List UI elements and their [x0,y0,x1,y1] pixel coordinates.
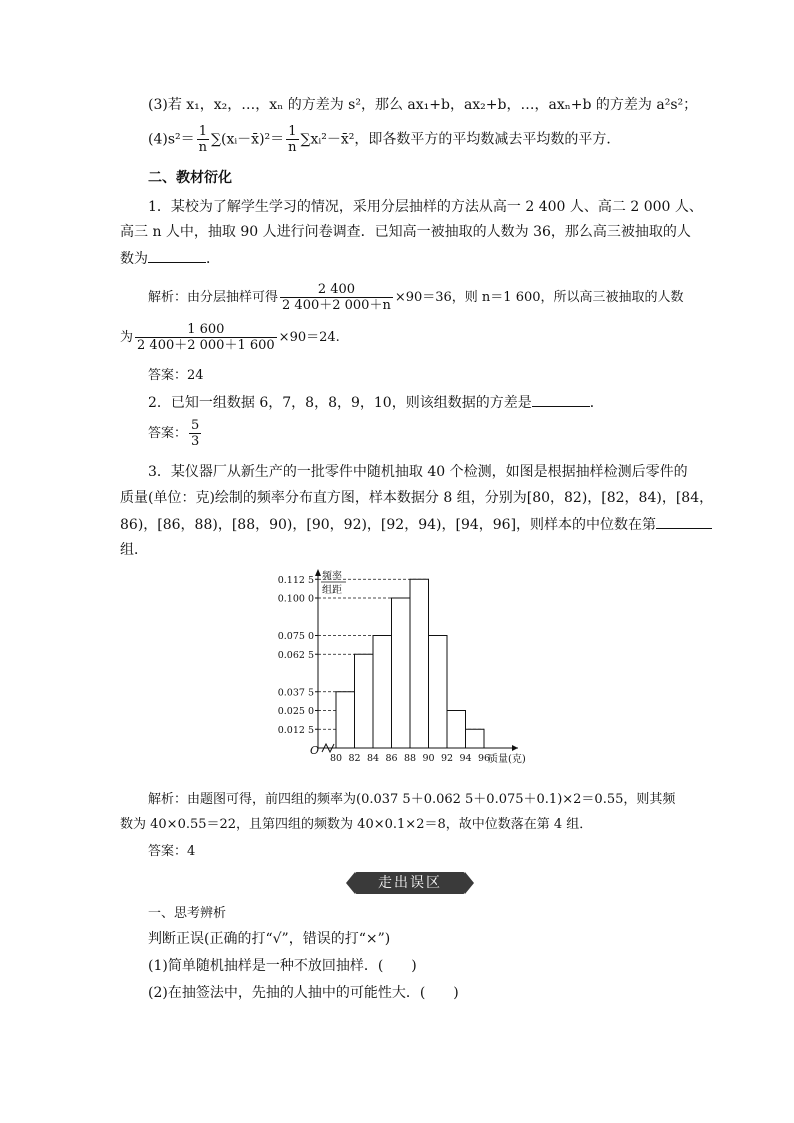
y-label-top: 频率 [322,571,342,582]
formula-end: ∑xᵢ²－x̄²，即各数平方的平均数减去平均数的平方． [300,131,621,148]
histogram-bar [373,636,392,749]
y-tick-label: 0.112 5 [277,574,314,586]
y-axis-arrow [315,569,321,576]
histogram-bar [410,579,429,748]
section-heading-textbook: 二、教材衍化 [148,170,232,186]
judge-item-2: (2)在抽签法中，先抽的人抽中的可能性大．( ) [148,985,459,1001]
solution-1-line-2: 为 $\frac{1 600}{2 400+2 000+1 600}$ ×90＝24. [120,322,340,353]
solution-1-line-1: 解析：由分层抽样可得 $\frac{2 400}{2 400+2 000+n}$ ×90＝36，则 n＝1 600，所以高三被抽取的人数 [148,282,684,313]
question-1-line-3: 数为 ． [120,248,220,269]
y-tick-label: 0.012 5 [277,724,314,736]
formula-prefix: (4)s²＝ [148,131,195,148]
judge-item-1: (1)简单随机抽样是一种不放回抽样．( ) [148,958,417,974]
question-2: 2．已知一组数据 6，7，8，8，9，10，则该组数据的方差是 ． [148,392,604,413]
answer-blank-2[interactable] [532,392,590,407]
histogram-bar [392,598,411,748]
answer-1: 答案：24 [148,368,204,383]
x-tick-label: 92 [440,753,454,764]
y-tick-label: 0.037 5 [277,687,314,699]
histogram-bar [466,729,485,748]
question-3-line-1: 3．某仪器厂从新生产的一批零件中随机抽取 40 个检测，如图是根据抽样检测后零件的 [148,464,688,480]
x-tick-label: 86 [385,753,398,764]
x-tick-label: 82 [348,753,361,764]
question-1-line-2: 高三 n 人中，抽取 90 人进行问卷调查．已知高一被抽取的人数为 36，那么高三被抽取的人 [120,224,691,240]
y-tick-label: 0.100 0 [277,593,314,605]
x-axis-label: 质量(克) [488,754,526,765]
axis-break [322,744,334,752]
section-badge-mistakes: 走出误区 [355,872,465,894]
x-tick-label: 88 [403,753,417,764]
formula-middle: ∑(xᵢ－x̄)²＝ [211,131,285,148]
answer-2: 答案： $\frac{5}{3}$ [148,418,200,449]
origin-label: O [310,744,320,757]
section-heading-thinking: 一、思考辨析 [148,906,227,921]
solution-1-fraction-2: $\frac{1 600}{2 400+2 000+1 600}$ [137,322,275,353]
answer-2-fraction: $\frac{5}{3}$ [191,418,200,449]
histogram-bar [336,692,355,748]
question-1-line-1: 1．某校为了解学生学习的情况，采用分层抽样的方法从高一 2 400 人、高二 2 000 人、 [148,199,703,215]
solution-3-line-1: 解析：由题图可得，前四组的频率为(0.037 5＋0.062 5＋0.075＋0.1)×2＝0.55，则其频 [148,792,676,807]
solution-1-fraction: $\frac{2 400}{2 400+2 000+n}$ [282,282,391,313]
y-label-bottom: 组距 [322,585,342,596]
histogram-bar [429,636,448,749]
x-tick-label: 90 [422,753,435,764]
variance-property-4 [148,124,620,155]
x-tick-label: 94 [459,753,472,764]
fraction-one-over-n-2: $\frac{1}{n}$ [288,124,297,155]
answer-3: 答案：4 [148,844,196,859]
x-axis-arrow [512,745,518,751]
variance-property-3: (3)若 x₁，x₂，…，xₙ 的方差为 s²，那么 ax₁+b，ax₂+b，…，axₙ+b 的方差为 a²s²； [148,97,698,113]
histogram-bar [355,654,374,748]
x-tick-label: 84 [366,753,380,764]
x-tick-label: 96 [477,753,491,764]
y-tick-label: 0.075 0 [277,631,314,642]
frequency-histogram [270,565,570,785]
answer-blank-1[interactable] [148,248,206,263]
x-tick-label: 80 [329,753,343,764]
y-tick-label: 0.025 0 [277,706,314,717]
histogram-bar [447,711,466,749]
y-tick-label: 0.062 5 [277,649,314,661]
question-3-line-2: 质量(单位：克)绘制的频率分布直方图，样本数据分 8 组，分别为[80，82)，[82，84)，[84， [120,490,714,506]
question-3-line-3: 86)，[86，88)，[88，90)，[90，92)，[92，94)，[94，96]，则样本的中位数在第 [120,514,712,535]
question-3-line-4: 组． [120,542,148,558]
answer-blank-3[interactable] [656,514,712,529]
solution-3-line-2: 数为 40×0.55＝22，且第四组的频数为 40×0.1×2＝8，故中位数落在第 4 组． [120,817,593,832]
fraction-one-over-n: $\frac{1}{n}$ [198,124,208,155]
judge-instructions: 判断正误(正确的打“√”，错误的打“×”) [148,931,391,947]
